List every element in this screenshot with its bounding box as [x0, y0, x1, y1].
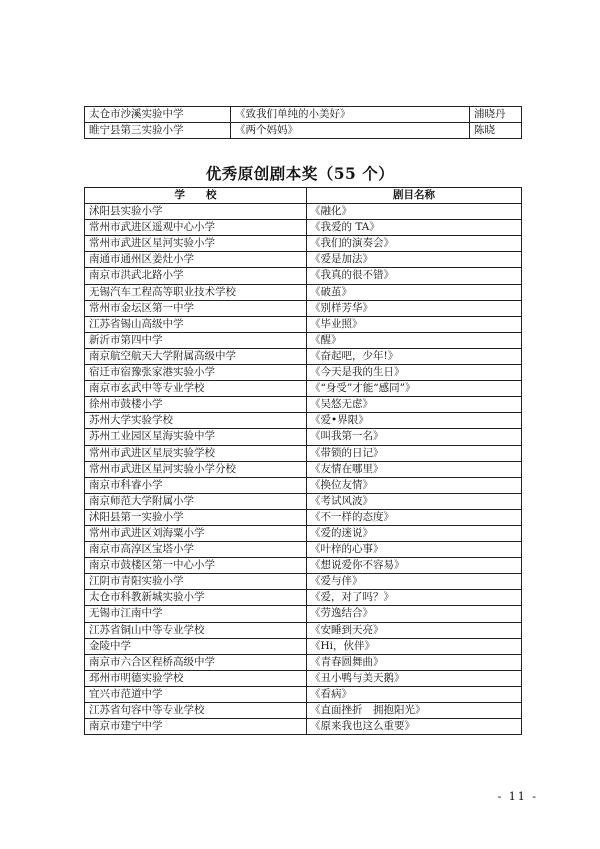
table-row: [85, 252, 522, 268]
school-cell: 太仓市沙溪实验中学: [85, 107, 231, 123]
table-row: [85, 509, 522, 525]
table-row: [85, 220, 522, 236]
school-cell: 常州市武进区星辰实验学校: [85, 445, 307, 461]
table-row: [85, 429, 522, 445]
play-title-cell: 《想说爱你不容易》: [307, 558, 522, 574]
play-title-cell: 《破茧》: [307, 284, 522, 300]
school-cell: 常州市金坛区第一中学: [85, 300, 307, 316]
play-title-cell: 《看病》: [307, 686, 522, 702]
table-row: [85, 316, 522, 332]
award-winners-table-continued: [84, 106, 522, 139]
school-cell: 江苏省句容中等专业学校: [85, 703, 307, 719]
column-header-school: 学 校: [85, 188, 307, 204]
school-cell: 常州市武进区星河实验小学: [85, 236, 307, 252]
play-title-cell: 《丑小鸭与美天鹅》: [307, 670, 522, 686]
play-title-cell: 《直面挫折 拥抱阳光》: [307, 703, 522, 719]
play-title-cell: 《友情在哪里》: [307, 461, 522, 477]
play-title-cell: 《爱•界限》: [307, 413, 522, 429]
play-title-cell: 《奋起吧，少年!》: [307, 348, 522, 364]
column-header-play: 剧目名称: [307, 188, 522, 204]
play-title-cell: 《爱与伴》: [307, 574, 522, 590]
play-title-cell: 《青春圆舞曲》: [307, 654, 522, 670]
school-cell: 南京市洪武北路小学: [85, 268, 307, 284]
table-row: [85, 606, 522, 622]
table-row: [85, 300, 522, 316]
table-row: [85, 719, 522, 735]
play-title-cell: 《不一样的态度》: [307, 509, 522, 525]
play-title-cell: 《叶梓的心事》: [307, 542, 522, 558]
play-title-cell: 《带锁的日记》: [307, 445, 522, 461]
play-title-cell: 《考试风波》: [307, 493, 522, 509]
play-title-cell: 《换位友情》: [307, 477, 522, 493]
play-title-cell: 《吴悠无虑》: [307, 397, 522, 413]
person-cell: 浦晓丹: [470, 107, 522, 123]
school-cell: 太仓市科教新城实验小学: [85, 590, 307, 606]
school-cell: 苏州工业园区星海实验中学: [85, 429, 307, 445]
school-cell: 南京航空航天大学附属高级中学: [85, 348, 307, 364]
table-row: [85, 332, 522, 348]
school-cell: 宿迁市宿豫张家港实验小学: [85, 365, 307, 381]
school-cell: 睢宁县第三实验小学: [85, 123, 231, 139]
school-cell: 邳州市明德实验学校: [85, 670, 307, 686]
table-row: [85, 381, 522, 397]
play-title-cell: 《“身受”才能“感同”》: [307, 381, 522, 397]
play-title-cell: 《安睡到天亮》: [307, 622, 522, 638]
school-cell: 沭阳县第一实验小学: [85, 509, 307, 525]
play-title-cell: 《融化》: [307, 204, 522, 220]
play-title-cell: 《我爱的 TA》: [307, 220, 522, 236]
school-cell: 新沂市第四中学: [85, 332, 307, 348]
play-title-cell: 《劳逸结合》: [307, 606, 522, 622]
school-cell: 南京市鼓楼区第一中心小学: [85, 558, 307, 574]
school-cell: 南通市通州区姜灶小学: [85, 252, 307, 268]
school-cell: 徐州市鼓楼小学: [85, 397, 307, 413]
play-title-cell: 《醒》: [307, 332, 522, 348]
table-row: [85, 654, 522, 670]
school-cell: 江阴市青阳实验小学: [85, 574, 307, 590]
table-row: [85, 123, 522, 139]
school-cell: 苏州大学实验学校: [85, 413, 307, 429]
table-row: [85, 558, 522, 574]
school-cell: 南京市高淳区宝塔小学: [85, 542, 307, 558]
school-cell: 常州市武进区刘海粟小学: [85, 525, 307, 541]
play-title-cell: 《我真的很不错》: [307, 268, 522, 284]
school-cell: 南京师范大学附属小学: [85, 493, 307, 509]
play-title-cell: 《爱的迷说》: [307, 525, 522, 541]
table-row: [85, 493, 522, 509]
table-row: [85, 622, 522, 638]
table-row: [85, 574, 522, 590]
table-row: [85, 445, 522, 461]
page-number: - 11 -: [497, 790, 538, 803]
table-row: [85, 413, 522, 429]
play-title-cell: 《叫我第一名》: [307, 429, 522, 445]
play-title-cell: 《爱是加法》: [307, 252, 522, 268]
school-cell: 无锡汽车工程高等职业技术学校: [85, 284, 307, 300]
school-cell: 无锡市江南中学: [85, 606, 307, 622]
table-row: [85, 236, 522, 252]
table-row: [85, 461, 522, 477]
table-row: [85, 670, 522, 686]
school-cell: 金陵中学: [85, 638, 307, 654]
table-row: [85, 284, 522, 300]
school-cell: 常州市武进区星河实验小学分校: [85, 461, 307, 477]
school-cell: 常州市武进区遥观中心小学: [85, 220, 307, 236]
school-cell: 江苏省铜山中等专业学校: [85, 622, 307, 638]
table-header-row: [85, 188, 522, 204]
school-cell: 南京市六合区程桥高级中学: [85, 654, 307, 670]
school-cell: 宜兴市范道中学: [85, 686, 307, 702]
school-cell: 南京市科睿小学: [85, 477, 307, 493]
play-title-cell: 《两个妈妈》: [231, 123, 470, 139]
table-row: [85, 703, 522, 719]
play-title-cell: 《今天是我的生日》: [307, 365, 522, 381]
play-title-cell: 《我们的演奏会》: [307, 236, 522, 252]
person-cell: 陈晓: [470, 123, 522, 139]
table-row: [85, 107, 522, 123]
play-title-cell: 《别样芳华》: [307, 300, 522, 316]
school-cell: 江苏省锡山高级中学: [85, 316, 307, 332]
table-row: [85, 365, 522, 381]
table-row: [85, 542, 522, 558]
play-title-cell: 《Hi，伙伴》: [307, 638, 522, 654]
school-cell: 南京市建宁中学: [85, 719, 307, 735]
main-table-body: [85, 204, 522, 735]
school-cell: 沭阳县实验小学: [85, 204, 307, 220]
school-cell: 南京市玄武中等专业学校: [85, 381, 307, 397]
play-title-cell: 《原来我也这么重要》: [307, 719, 522, 735]
table-row: [85, 348, 522, 364]
top-table-body: [85, 107, 522, 139]
table-row: [85, 638, 522, 654]
table-row: [85, 397, 522, 413]
table-row: [85, 477, 522, 493]
table-row: [85, 268, 522, 284]
table-row: [85, 204, 522, 220]
play-title-cell: 《致我们单纯的小美好》: [231, 107, 470, 123]
play-title-cell: 《爱，对了吗？》: [307, 590, 522, 606]
section-title: 优秀原创剧本奖（55 个）: [205, 164, 395, 183]
table-row: [85, 525, 522, 541]
play-title-cell: 《毕业照》: [307, 316, 522, 332]
table-row: [85, 590, 522, 606]
original-script-award-table: [84, 187, 522, 735]
table-row: [85, 686, 522, 702]
